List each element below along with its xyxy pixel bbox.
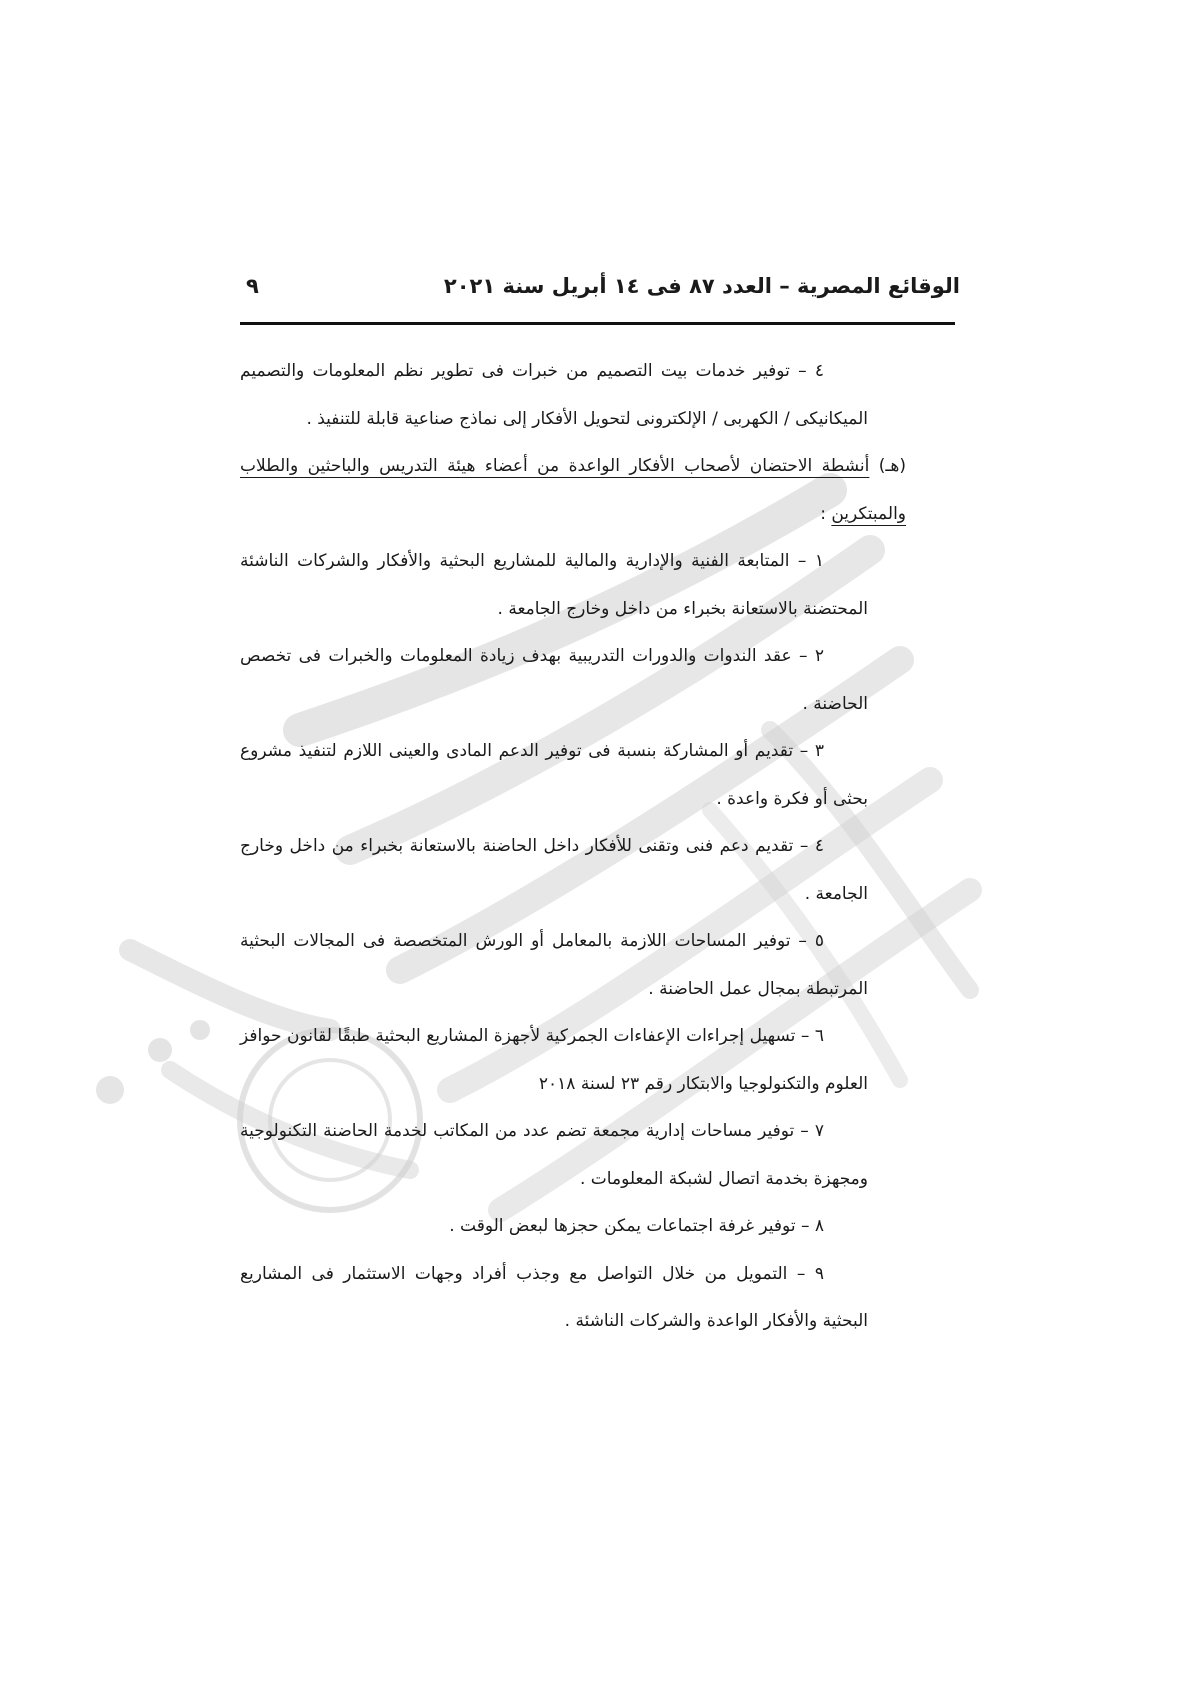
list-item: ٥ – توفير المساحات اللازمة بالمعامل أو الورش المتخصصة فى المجالات البحثية المرتبطة بمجال عمل الحاضنة . — [240, 931, 868, 999]
page-header — [240, 270, 960, 310]
list-item: ٦ – تسهيل إجراءات الإعفاءات الجمركية لأجهزة المشاريع البحثية طبقًا لقانون حوافز العلوم والتكنولوجيا والابتكار رقم ٢٣ لسنة ٢٠١٨ — [240, 1026, 868, 1094]
gazette-title: الوقائع المصرية – العدد ٨٧ فى ١٤ أبريل سنة ٢٠٢١ — [443, 274, 960, 298]
list-item: ٩ – التمويل من خلال التواصل مع وجذب أفراد وجهات الاستثمار فى المشاريع البحثية والأفكار الواعدة والشركات الناشئة . — [240, 1263, 868, 1331]
list-item: ٢ – عقد الندوات والدورات التدريبية بهدف زيادة المعلومات والخبرات فى تخصص الحاضنة . — [240, 646, 868, 714]
section-title: أنشطة الاحتضان لأصحاب الأفكار الواعدة من أعضاء هيئة التدريس والباحثين والطلاب والمبتكرين — [240, 456, 906, 524]
paragraph-item-4-intro: ٤ – توفير خدمات بيت التصميم من خبرات فى تطوير نظم المعلومات والتصميم الميكانيكى / الكهربى / الإلكترونى لتحويل الأفكار إلى نماذج صناعية قابلة للتنفيذ . — [240, 361, 868, 429]
list-item: ٣ – تقديم أو المشاركة بنسبة فى توفير الدعم المادى والعينى اللازم لتنفيذ مشروع بحثى أو فكرة واعدة . — [240, 741, 868, 809]
section-heading-h — [240, 443, 906, 538]
page-number: ٩ — [246, 274, 259, 298]
header-rule — [240, 322, 955, 325]
list-item: ٧ – توفير مساحات إدارية مجمعة تضم عدد من المكاتب لخدمة الحاضنة التكنولوجية ومجهزة بخدمة اتصال لشبكة المعلومات . — [240, 1121, 868, 1189]
list-item: ١ – المتابعة الفنية والإدارية والمالية للمشاريع البحثية والأفكار والشركات الناشئة المحتضنة بالاستعانة بخبراء من داخل وخارج الجامعة . — [240, 551, 868, 619]
page-body — [240, 348, 907, 1346]
section-label: (هـ) — [878, 456, 907, 476]
section-suffix: : — [820, 503, 832, 524]
list-item: ٤ – تقديم دعم فنى وتقنى للأفكار داخل الحاضنة بالاستعانة بخبراء من داخل وخارج الجامعة . — [240, 836, 868, 904]
list-item: ٨ – توفير غرفة اجتماعات يمكن حجزها لبعض الوقت . — [449, 1216, 824, 1236]
